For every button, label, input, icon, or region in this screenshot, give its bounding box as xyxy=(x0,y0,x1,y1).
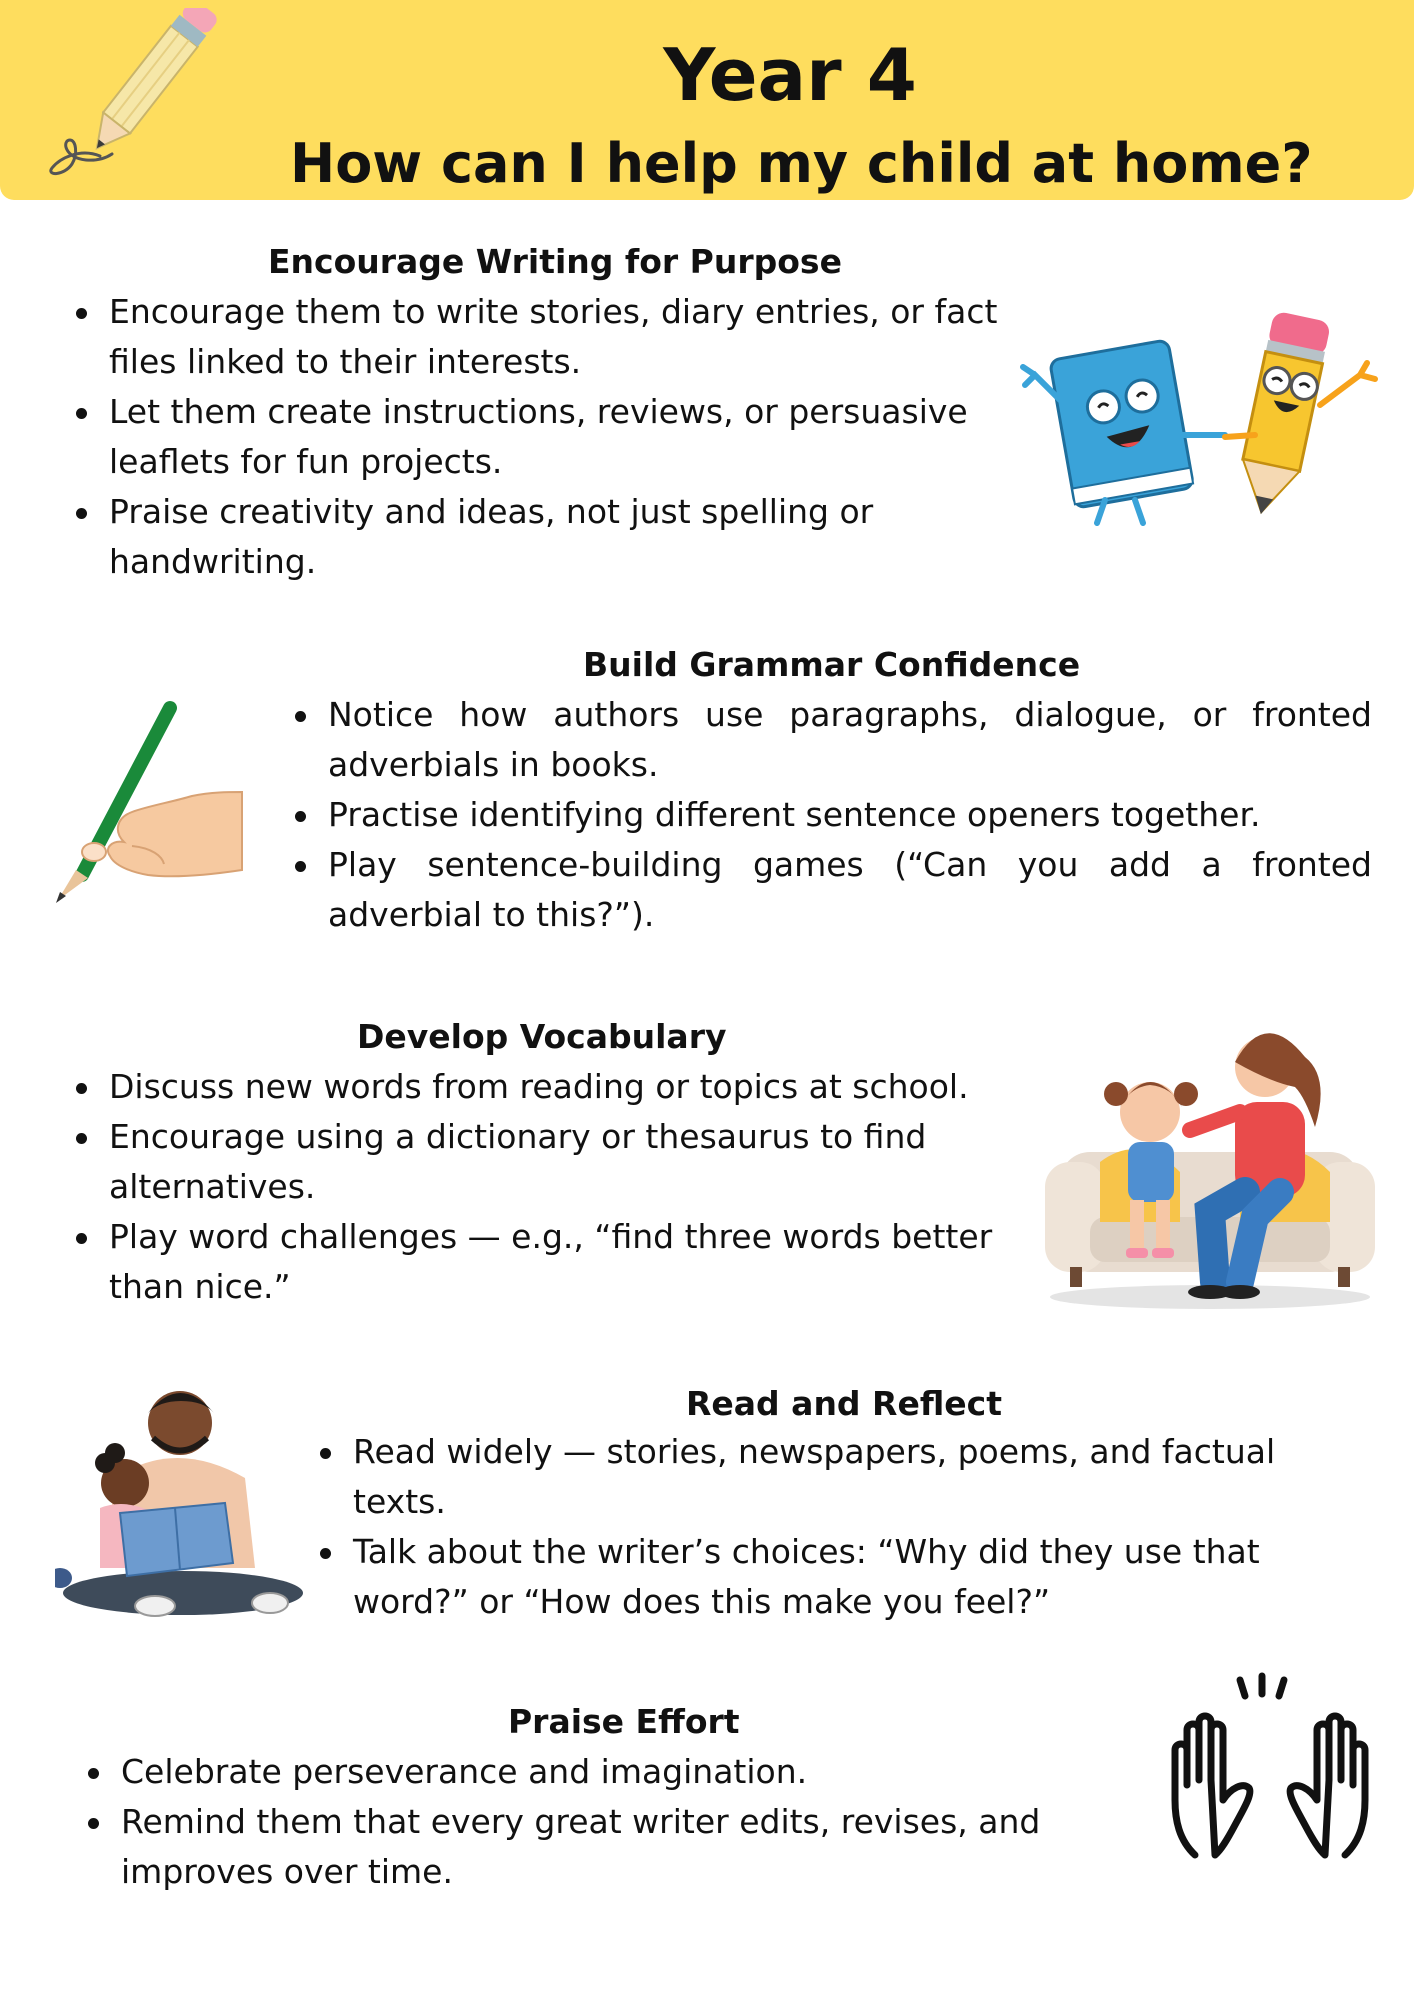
pencil-icon xyxy=(40,8,240,178)
bullet-list xyxy=(78,1747,1078,1897)
bullet-list xyxy=(310,1427,1310,1627)
list-item: Let them create instructions, reviews, or persuasive leaflets for fun projects. xyxy=(66,387,1026,487)
bullet-list xyxy=(66,1062,1026,1312)
section-heading: Read and Reflect xyxy=(686,1384,1003,1423)
bullet-list xyxy=(66,287,1026,587)
list-item: Praise creativity and ideas, not just spelling or handwriting. xyxy=(66,487,1026,587)
list-item: Remind them that every great writer edits, revises, and improves over time. xyxy=(78,1797,1078,1897)
list-item: Encourage them to write stories, diary entries, or fact files linked to their interests. xyxy=(66,287,1026,387)
mother-and-child-on-sofa-icon xyxy=(1040,1012,1380,1312)
list-item: Discuss new words from reading or topics at school. xyxy=(66,1062,1026,1112)
list-item: Celebrate perseverance and imagination. xyxy=(78,1747,1078,1797)
section-heading: Praise Effort xyxy=(508,1702,740,1741)
section-heading: Encourage Writing for Purpose xyxy=(268,242,842,281)
section-heading: Develop Vocabulary xyxy=(357,1017,727,1056)
list-item: Practise identifying different sentence openers together. xyxy=(285,790,1372,840)
list-item: Talk about the writer’s choices: “Why did they use that word?” or “How does this make you feel?” xyxy=(310,1527,1310,1627)
raised-hands-icon xyxy=(1165,1670,1375,1865)
list-item: Encourage using a dictionary or thesaurus to find alternatives. xyxy=(66,1112,1026,1212)
section-heading: Build Grammar Confidence xyxy=(583,645,1081,684)
list-item: Read widely — stories, newspapers, poems, and factual texts. xyxy=(310,1427,1310,1527)
page-title: Year 4 xyxy=(663,33,917,117)
page-subtitle: How can I help my child at home? xyxy=(290,132,1313,195)
hand-writing-pencil-icon xyxy=(52,700,252,905)
book-and-pencil-characters-icon xyxy=(1015,305,1395,535)
bullet-list xyxy=(285,690,1372,940)
list-item: Play sentence-building games (“Can you add a fronted adverbial to this?”). xyxy=(285,840,1372,940)
father-reading-to-child-icon xyxy=(55,1378,310,1618)
list-item: Play word challenges — e.g., “find three words better than nice.” xyxy=(66,1212,1026,1312)
list-item: Notice how authors use paragraphs, dialogue, or fronted adverbials in books. xyxy=(285,690,1372,790)
